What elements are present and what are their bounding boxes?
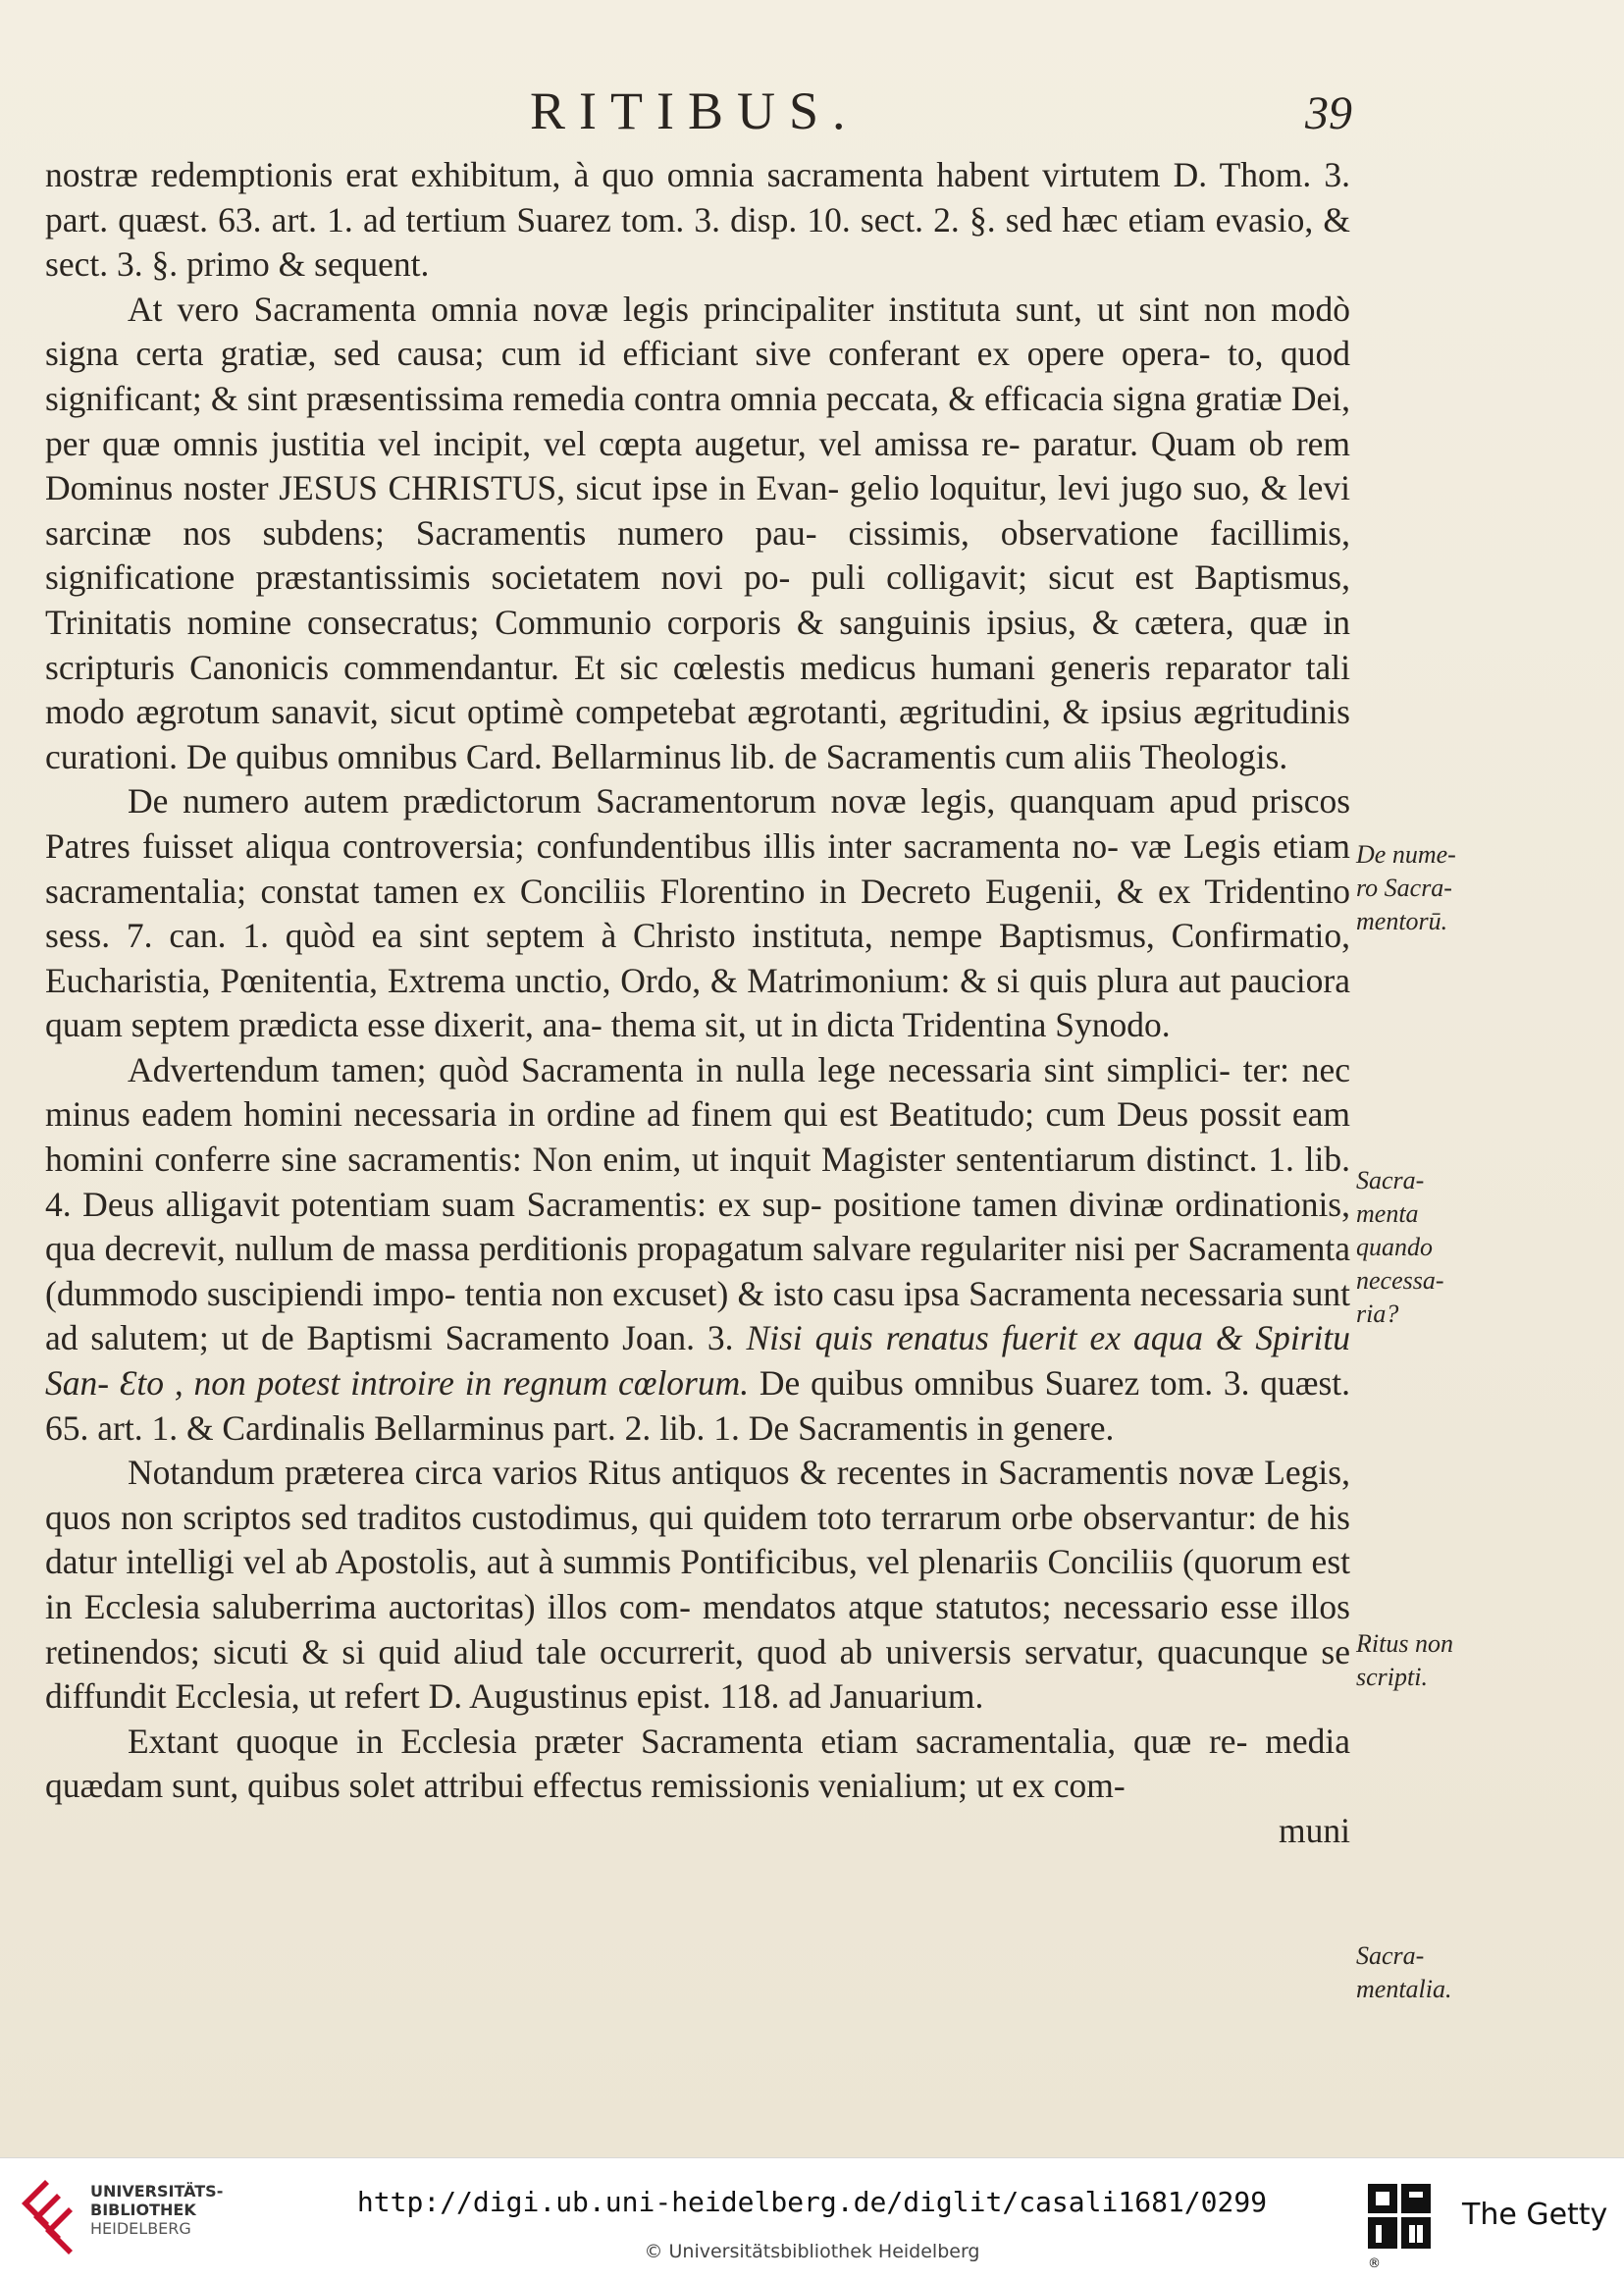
catchword: muni <box>1279 1810 1350 1850</box>
running-title: RITIBUS. <box>530 81 860 140</box>
page-number: 39 <box>1305 87 1352 139</box>
paragraph-1: nostræ redemptionis erat exhibitum, à quo omnia sacramenta habent virtutem D. Thom. 3. part. quæst. 63. art. 1. ad tertium Suarez tom. 3. disp. 10. sect. 2. §. sed hæc etiam evasio, & sect. 3. §. primo & sequent. <box>45 155 1350 285</box>
viewer-footer <box>0 2157 1624 2281</box>
permalink-url[interactable]: http://digi.ub.uni-heidelberg.de/diglit/casali1681/0299 <box>356 2186 1268 2218</box>
running-header <box>0 80 1624 149</box>
margin-note-de-numero: De nume- ro Sacra- mentorū. <box>1356 840 1456 935</box>
paragraph-4: Advertendum tamen; quòd Sacramenta in nulla lege necessaria sint simplici- ter: nec minus eadem homini necessaria in ordine ad finem qui est Beatitudo; cum Deus possit eam homini conferre sine sacramentis: Non enim, ut inquit Magister sententiarum distinct. 1. lib. 4. Deus alligavit potentiam suam Sacramentis: ex sup- positione tamen divinæ ordinationis, qua decrevit, nullum de massa perditionis propagatum salvare regulariter nisi per Sacramenta (dummodo suscipiendi impo- tentia non excuset) & isto casu ipsa Sacramenta necessaria sunt ad salutem; ut de Baptismi Sacramento Joan. 3. Nisi quis renatus fuerit ex aqua & Spiritu San- Ɛto , non potest introire in regnum cœlorum. De quibus omnibus Suarez tom. 3. quæst. 65. art. 1. & Cardinalis Bellarminus part. 2. lib. 1. De Sacramentis in genere. <box>45 1049 1351 1448</box>
getty-logo-icon[interactable] <box>1368 2184 1431 2249</box>
getty-name[interactable]: The Getty <box>1462 2198 1608 2232</box>
scripture-quote: Nisi quis renatus fuerit ex aqua & Spiritu San- <box>45 1318 1351 1404</box>
margin-note-ritus-non-scripti: Ritus non scripti. <box>1356 1629 1453 1691</box>
paragraph-3: De numero autem prædictorum Sacramentorum novæ legis, quanquam apud priscos Patres fuisset aliqua controversia; confundentibus illis inter sacramenta no- væ Legis etiam sacramentalia; constat tamen ex Conciliis Florentino in Decreto Eugenii, & ex Tridentino sess. 7. can. 1. quòd ea sint septem à Christo instituta, nempe Baptismus, Confirmatio, Eucharistia, Pœnitentia, Extrema unctio, Ordo, & Matrimonium: & si quis plura aut pauciora quam septem prædicta esse dixerit, ana- thema sit, ut in dicta Tridentina Synodo. <box>45 781 1351 1045</box>
paragraph-2: At vero Sacramenta omnia novæ legis principaliter instituta sunt, ut sint non modò signa certa gratiæ, sed causa; cum id efficiant sive conferant ex opere opera- to, quod significant; & sint præsentissima remedia contra omnia peccata, & efficacia signa gratiæ Dei, per quæ omnis justitia vel incipit, vel cœpta augetur, vel amissa re- paratur. Quam ob rem Dominus noster JESUS CHRISTUS, sicut ipse in Evan- gelio loquitur, levi jugo suo, & levi sarcinæ nos subdens; Sacramentis numero pau- cissimis, observatione facillimis, significatione præstantissimis societatem novi po- puli colligavit; sicut est Baptismus, Trinitatis nomine consecratus; Communio corporis & sanguinis ipsius, & cætera, quæ in scripturis Canonicis commendantur. Et sic cœlestis medicus humani generis reparator tali modo ægrotum sanavit, sicut optimè competebat ægrotanti, ægritudini, & ipsius ægritudinis curationi. De quibus omnibus Card. Bellarminus lib. de Sacramentis cum aliis Theologis. <box>45 289 1351 776</box>
paragraph-6: Extant quoque in Ecclesia præter Sacramenta etiam sacramentalia, quæ re- media quædam sunt, quibus solet attribui effectus remissionis venialium; ut ex com- <box>45 1721 1350 1806</box>
paragraph-5: Notandum præterea circa varios Ritus antiquos & recentes in Sacramentis novæ Legis, quos non scriptos sed traditos custodimus, qui quidem toto terrarum orbe observantur: de his datur intelligi vel ab Apostolis, aut à summis Pontificibus, vel plenariis Conciliis (quorum est in Ecclesia saluberrima auctoritas) illos com- mendatos atque statutos; necessario esse illos retinendos; sicuti & si quid aliud tale occurrerit, quod ab universis servatur, quacunque se diffundit Ecclesia, ut refert D. Augustinus epist. 118. ad Januarium. <box>45 1453 1350 1717</box>
main-text-block <box>45 153 1350 1854</box>
copyright-notice: © Universitätsbibliothek Heidelberg <box>644 2241 980 2262</box>
margin-note-sacramenta-quando: Sacra- menta quando necessa- ria? <box>1356 1166 1444 1328</box>
registered-mark: ® <box>1368 2256 1381 2271</box>
library-name: UNIVERSITÄTS- BIBLIOTHEK HEIDELBERG <box>90 2182 224 2238</box>
margin-note-sacramentalia: Sacra- mentalia. <box>1356 1941 1452 2003</box>
